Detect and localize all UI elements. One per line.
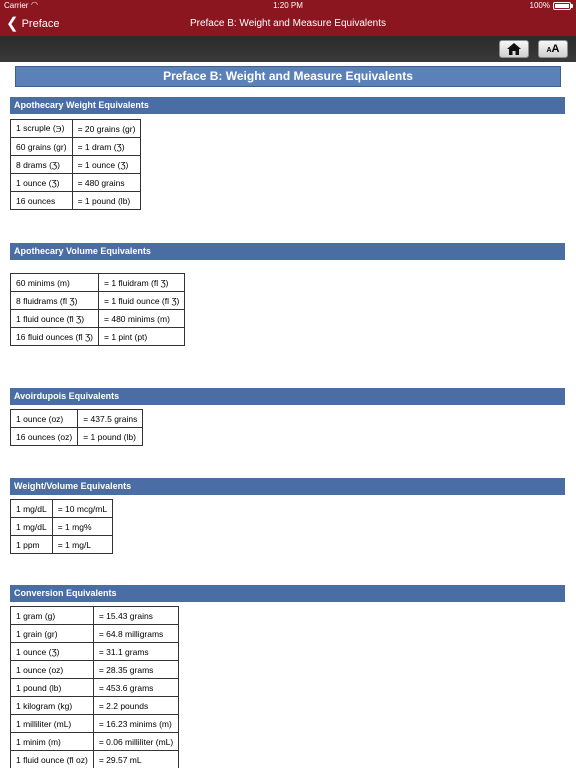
battery-icon (553, 2, 571, 10)
table-row (11, 192, 141, 210)
table-cell: = 28.35 grams (93, 661, 178, 679)
table-cell: = 1 ounce (Ʒ) (72, 156, 141, 174)
table-row (11, 410, 143, 428)
table-cell: = 2.2 pounds (93, 697, 178, 715)
table-cell: = 1 pound (lb) (78, 428, 143, 446)
back-button-label: Preface (21, 18, 60, 30)
table-row (11, 120, 141, 138)
table-row (11, 661, 179, 679)
battery-percent: 100% (529, 1, 550, 10)
section-header-apothecary-volume: Apothecary Volume Equivalents (10, 243, 565, 260)
table-cell: 1 fluid ounce (fl Ʒ) (11, 310, 99, 328)
table-row (11, 697, 179, 715)
table-cell: 1 minim (m) (11, 733, 94, 751)
table-cell: = 453.6 grams (93, 679, 178, 697)
table-row (11, 328, 185, 346)
table-cell: 1 ppm (11, 536, 53, 554)
table-cell: = 29.57 mL (93, 751, 178, 768)
table-cell: = 480 minims (m) (99, 310, 185, 328)
font-big-glyph: A (551, 43, 560, 55)
table-cell: 1 grain (gr) (11, 625, 94, 643)
table-cell: = 1 pint (pt) (99, 328, 185, 346)
table-cell: = 480 grains (72, 174, 141, 192)
table-row (11, 156, 141, 174)
table-cell: 1 pound (lb) (11, 679, 94, 697)
table-row (11, 643, 179, 661)
table-cell: = 1 fluid ounce (fl Ʒ) (99, 292, 185, 310)
table-cell: 1 milliliter (mL) (11, 715, 94, 733)
table-row (11, 138, 141, 156)
table-row (11, 310, 185, 328)
table-cell: = 1 mg/L (52, 536, 112, 554)
table-row (11, 715, 179, 733)
navigation-bar (0, 12, 576, 36)
table-row (11, 625, 179, 643)
battery-tip (571, 4, 573, 8)
table-row (11, 607, 179, 625)
table-cell: = 437.5 grains (78, 410, 143, 428)
table-cell: 1 ounce (oz) (11, 661, 94, 679)
nav-title: Preface B: Weight and Measure Equivalents (189, 18, 387, 29)
table-avoirdupois (10, 409, 143, 446)
font-size-button[interactable] (538, 40, 568, 58)
table-row (11, 292, 185, 310)
table-cell: 60 grains (gr) (11, 138, 73, 156)
table-cell: = 64.8 milligrams (93, 625, 178, 643)
table-cell: 60 minims (m) (11, 274, 99, 292)
font-small-glyph: A (546, 47, 552, 54)
table-cell: 1 kilogram (kg) (11, 697, 94, 715)
table-cell: = 0.06 milliliter (mL) (93, 733, 178, 751)
table-cell: 1 ounce (oz) (11, 410, 78, 428)
table-cell: = 15.43 grains (93, 607, 178, 625)
home-icon (507, 43, 521, 55)
table-apothecary-weight (10, 119, 141, 210)
home-button[interactable] (499, 40, 529, 58)
page-title: Preface B: Weight and Measure Equivalents (15, 66, 561, 87)
section-header-conversion: Conversion Equivalents (10, 585, 565, 602)
table-row (11, 500, 113, 518)
table-cell: = 1 pound (lb) (72, 192, 141, 210)
section-header-avoirdupois: Avoirdupois Equivalents (10, 388, 565, 405)
table-cell: 1 fluid ounce (fl oz) (11, 751, 94, 768)
table-cell: = 1 dram (Ʒ) (72, 138, 141, 156)
table-cell: = 31.1 grams (93, 643, 178, 661)
table-weight-volume (10, 499, 113, 554)
table-conversion (10, 606, 179, 768)
table-cell: 8 drams (Ʒ) (11, 156, 73, 174)
content-area[interactable] (0, 62, 576, 768)
table-row (11, 518, 113, 536)
table-row (11, 536, 113, 554)
table-cell: 1 ounce (Ʒ) (11, 643, 94, 661)
table-cell: 1 mg/dL (11, 500, 53, 518)
table-row (11, 174, 141, 192)
wifi-icon: ◠ (31, 0, 38, 9)
table-cell: 1 ounce (Ʒ) (11, 174, 73, 192)
table-cell: 16 fluid ounces (fl Ʒ) (11, 328, 99, 346)
table-cell: 16 ounces (11, 192, 73, 210)
status-bar (0, 0, 576, 12)
toolbar (0, 36, 576, 62)
table-cell: = 1 mg% (52, 518, 112, 536)
table-cell: = 20 grains (gr) (72, 120, 141, 138)
table-cell: 16 ounces (oz) (11, 428, 78, 446)
status-time: 1:20 PM (273, 1, 303, 10)
table-row (11, 428, 143, 446)
table-cell: = 16.23 minims (m) (93, 715, 178, 733)
table-row (11, 733, 179, 751)
table-cell: 1 mg/dL (11, 518, 53, 536)
table-row (11, 274, 185, 292)
table-cell: 1 gram (g) (11, 607, 94, 625)
chevron-left-icon: ❮ (6, 15, 19, 32)
table-cell: = 10 mcg/mL (52, 500, 112, 518)
table-cell: 1 scruple (℈) (11, 120, 73, 138)
section-header-apothecary-weight: Apothecary Weight Equivalents (10, 97, 565, 114)
table-row (11, 679, 179, 697)
table-row (11, 751, 179, 768)
table-cell: = 1 fluidram (fl Ʒ) (99, 274, 185, 292)
section-header-weight-volume: Weight/Volume Equivalents (10, 478, 565, 495)
table-cell: 8 fluidrams (fl Ʒ) (11, 292, 99, 310)
carrier-label: Carrier (4, 1, 29, 10)
table-apothecary-volume (10, 273, 185, 346)
